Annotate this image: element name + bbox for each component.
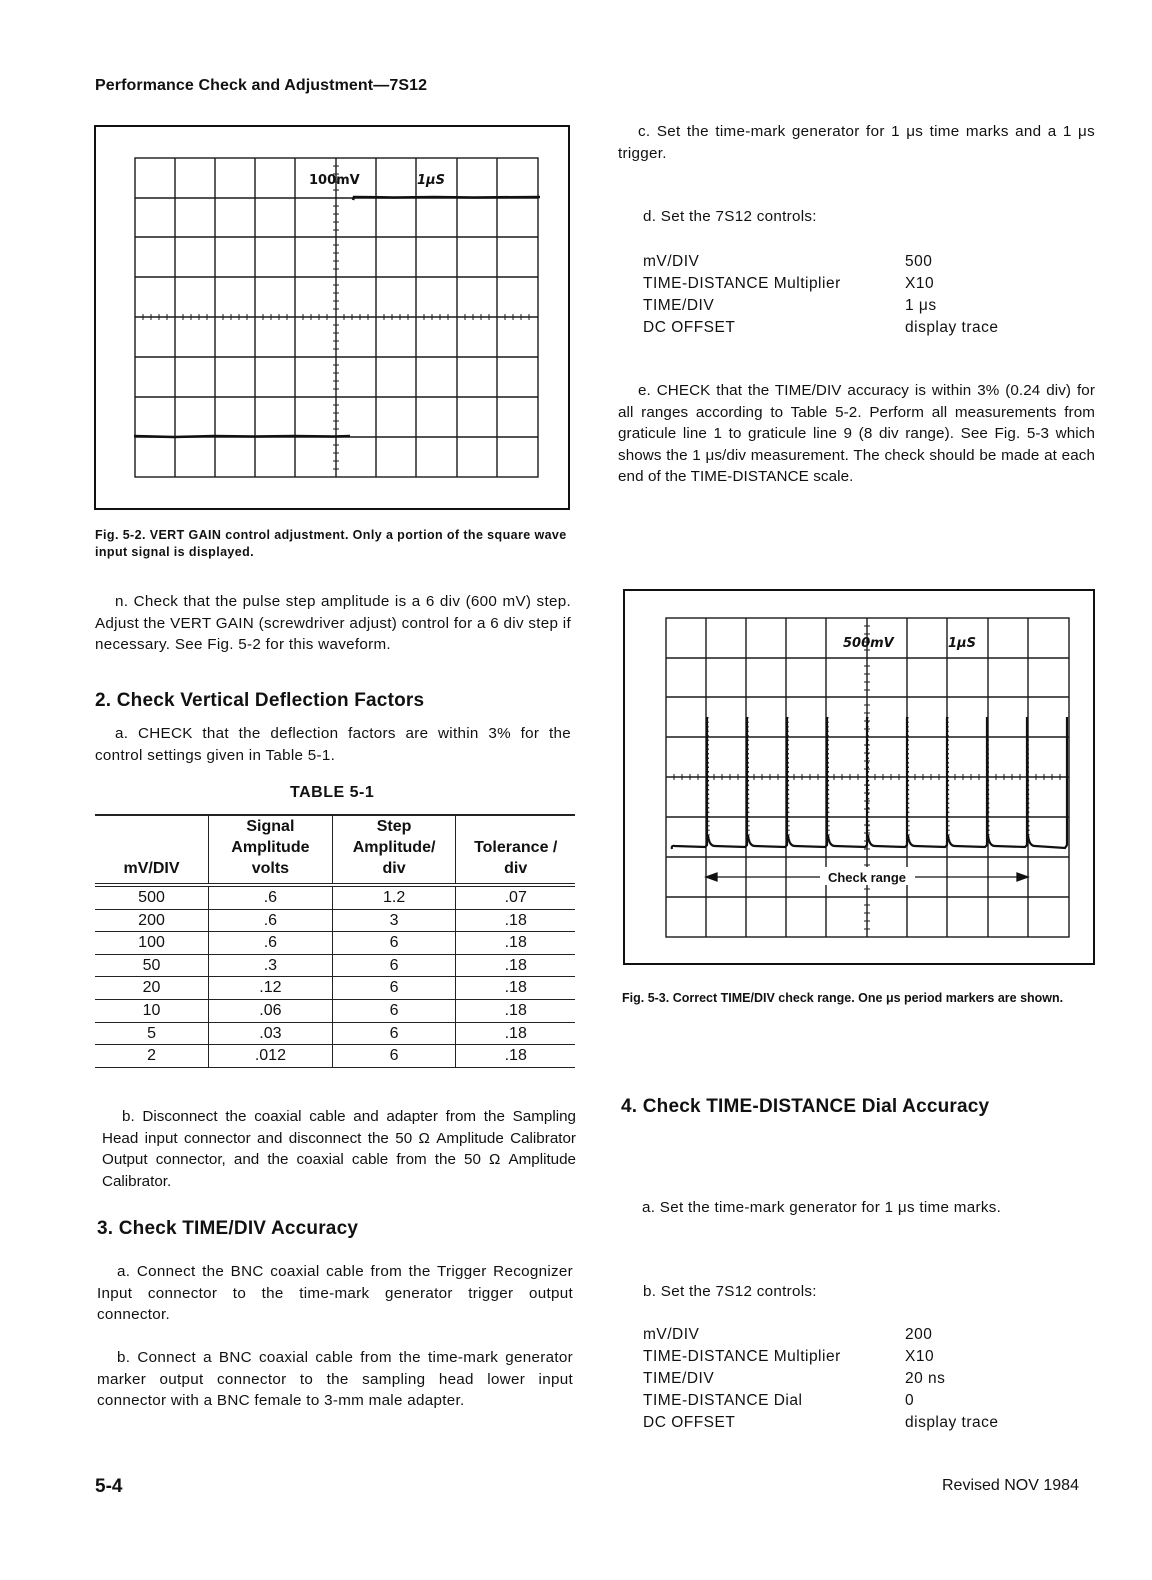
control-name: TIME-DISTANCE Dial xyxy=(643,1392,803,1409)
time-per-div-readout: 1μS xyxy=(417,173,445,188)
volts-per-div-readout: 100mV xyxy=(309,173,360,188)
table-cell: 6 xyxy=(332,932,456,955)
table-cell: .18 xyxy=(456,909,575,932)
table-cell: .6 xyxy=(209,932,333,955)
table-cell: .3 xyxy=(209,954,333,977)
table-cell: .07 xyxy=(456,885,575,909)
figure-5-2-caption: Fig. 5-2. VERT GAIN control adjustment. Only a portion of the square wave input signal is displayed. xyxy=(95,528,567,559)
page-header: Performance Check and Adjustment—7S12 xyxy=(95,77,428,94)
table-cell: 6 xyxy=(332,1022,456,1045)
table-cell: 5 xyxy=(95,1022,209,1045)
control-value: 20 ns xyxy=(905,1370,946,1387)
table-cell: .6 xyxy=(209,885,333,909)
oscilloscope-graticule xyxy=(134,157,540,479)
table-cell: .18 xyxy=(456,1022,575,1045)
control-value: 1 μs xyxy=(905,297,937,314)
section-4-step-b: b. Set the 7S12 controls: xyxy=(643,1283,817,1300)
control-name: TIME/DIV xyxy=(643,1370,715,1387)
table-row xyxy=(95,932,575,955)
controls-list-d xyxy=(643,251,999,339)
volts-per-div-readout: 500mV xyxy=(843,636,894,651)
section-3-heading: 3. Check TIME/DIV Accuracy xyxy=(97,1218,359,1239)
check-range-label: Check range xyxy=(827,870,907,885)
section-2-heading: 2. Check Vertical Deflection Factors xyxy=(95,690,425,711)
control-row xyxy=(643,251,999,273)
figure-5-3 xyxy=(623,589,1095,965)
control-row xyxy=(643,317,999,339)
control-value: X10 xyxy=(905,275,935,292)
page-number: 5-4 xyxy=(95,1476,123,1497)
column-header: Signal Amplitude volts xyxy=(209,815,333,885)
section-2-step-b: b. Disconnect the coaxial cable and adapter from the Sampling Head input connector and disconnect the 50 Ω Amplitude Calibrator Output connector, and the coaxial cable from the 50 Ω Amplitude Calibrator. xyxy=(102,1108,576,1190)
table-cell: 6 xyxy=(332,954,456,977)
time-per-div-readout: 1μS xyxy=(948,636,976,651)
table-cell: 3 xyxy=(332,909,456,932)
table-cell: .06 xyxy=(209,999,333,1022)
table-5-1-title: TABLE 5-1 xyxy=(290,784,375,801)
figure-5-3-caption: Fig. 5-3. Correct TIME/DIV check range. One μs period markers are shown. xyxy=(622,991,1064,1005)
control-name: DC OFFSET xyxy=(643,319,736,336)
table-cell: 100 xyxy=(95,932,209,955)
control-row xyxy=(643,1412,999,1434)
table-cell: .12 xyxy=(209,977,333,1000)
table-cell: 20 xyxy=(95,977,209,1000)
table-row xyxy=(95,1045,575,1068)
table-cell: .18 xyxy=(456,977,575,1000)
table-row xyxy=(95,909,575,932)
table-cell: .18 xyxy=(456,954,575,977)
table-cell: .18 xyxy=(456,1045,575,1068)
control-row xyxy=(643,1390,999,1412)
step-c-text: c. Set the time-mark generator for 1 μs time marks and a 1 μs trigger. xyxy=(618,123,1095,162)
table-row xyxy=(95,954,575,977)
column-header: Tolerance / div xyxy=(456,815,575,885)
control-value: 0 xyxy=(905,1392,915,1409)
control-value: display trace xyxy=(905,319,999,336)
control-name: TIME-DISTANCE Multiplier xyxy=(643,1348,841,1365)
table-cell: 10 xyxy=(95,999,209,1022)
section-3-step-b: b. Connect a BNC coaxial cable from the time-mark generator marker output connector to the sampling head lower input connector with a BNC female to 3-mm male adapter. xyxy=(97,1349,573,1410)
figure-5-2 xyxy=(94,125,570,510)
table-header-row xyxy=(95,815,575,885)
section-2-step-a: a. CHECK that the deflection factors are within 3% for the control settings given in Table 5-1. xyxy=(95,725,571,764)
column-header: mV/DIV xyxy=(95,815,209,885)
controls-list-b xyxy=(643,1324,999,1434)
table-5-1 xyxy=(95,814,575,1068)
table-cell: .18 xyxy=(456,999,575,1022)
control-row xyxy=(643,1346,999,1368)
control-row xyxy=(643,1324,999,1346)
step-d-text: d. Set the 7S12 controls: xyxy=(643,208,817,225)
control-value: 500 xyxy=(905,253,933,270)
control-row xyxy=(643,273,999,295)
table-cell: .6 xyxy=(209,909,333,932)
table-row xyxy=(95,977,575,1000)
table-cell: 500 xyxy=(95,885,209,909)
step-e-text: e. CHECK that the TIME/DIV accuracy is within 3% (0.24 div) for all ranges according to Table 5-2. Perform all measurements from graticule line 1 to graticule line 9 (8 div range). See Fig. 5-3 which shows the 1 μs/div measurement. The check should be made at each end of the TIME-DISTANCE scale. xyxy=(618,382,1095,486)
table-cell: 200 xyxy=(95,909,209,932)
table-cell: 50 xyxy=(95,954,209,977)
control-name: DC OFFSET xyxy=(643,1414,736,1431)
table-cell: 6 xyxy=(332,977,456,1000)
control-value: X10 xyxy=(905,1348,935,1365)
section-3-step-a: a. Connect the BNC coaxial cable from the Trigger Recognizer Input connector to the time-mark generator trigger output connector. xyxy=(97,1263,573,1324)
control-name: TIME-DISTANCE Multiplier xyxy=(643,275,841,292)
table-cell: 6 xyxy=(332,1045,456,1068)
table-cell: 2 xyxy=(95,1045,209,1068)
control-value: 200 xyxy=(905,1326,933,1343)
table-cell: 6 xyxy=(332,999,456,1022)
section-4-heading: 4. Check TIME-DISTANCE Dial Accuracy xyxy=(621,1096,990,1117)
oscilloscope-graticule xyxy=(665,617,1071,939)
table-row xyxy=(95,999,575,1022)
table-cell: .18 xyxy=(456,932,575,955)
table-cell: .012 xyxy=(209,1045,333,1068)
table-cell: 1.2 xyxy=(332,885,456,909)
revision-date: Revised NOV 1984 xyxy=(942,1477,1079,1494)
control-row xyxy=(643,295,999,317)
table-row xyxy=(95,1022,575,1045)
control-name: mV/DIV xyxy=(643,253,700,270)
control-row xyxy=(643,1368,999,1390)
table-row xyxy=(95,885,575,909)
table-cell: .03 xyxy=(209,1022,333,1045)
step-n-text: n. Check that the pulse step amplitude is a 6 div (600 mV) step. Adjust the VERT GAIN (screwdriver adjust) control for a 6 div step if necessary. See Fig. 5-2 for this waveform. xyxy=(95,593,571,654)
control-name: TIME/DIV xyxy=(643,297,715,314)
section-4-step-a: a. Set the time-mark generator for 1 μs time marks. xyxy=(642,1199,1002,1216)
control-name: mV/DIV xyxy=(643,1326,700,1343)
control-value: display trace xyxy=(905,1414,999,1431)
column-header: Step Amplitude/ div xyxy=(332,815,456,885)
